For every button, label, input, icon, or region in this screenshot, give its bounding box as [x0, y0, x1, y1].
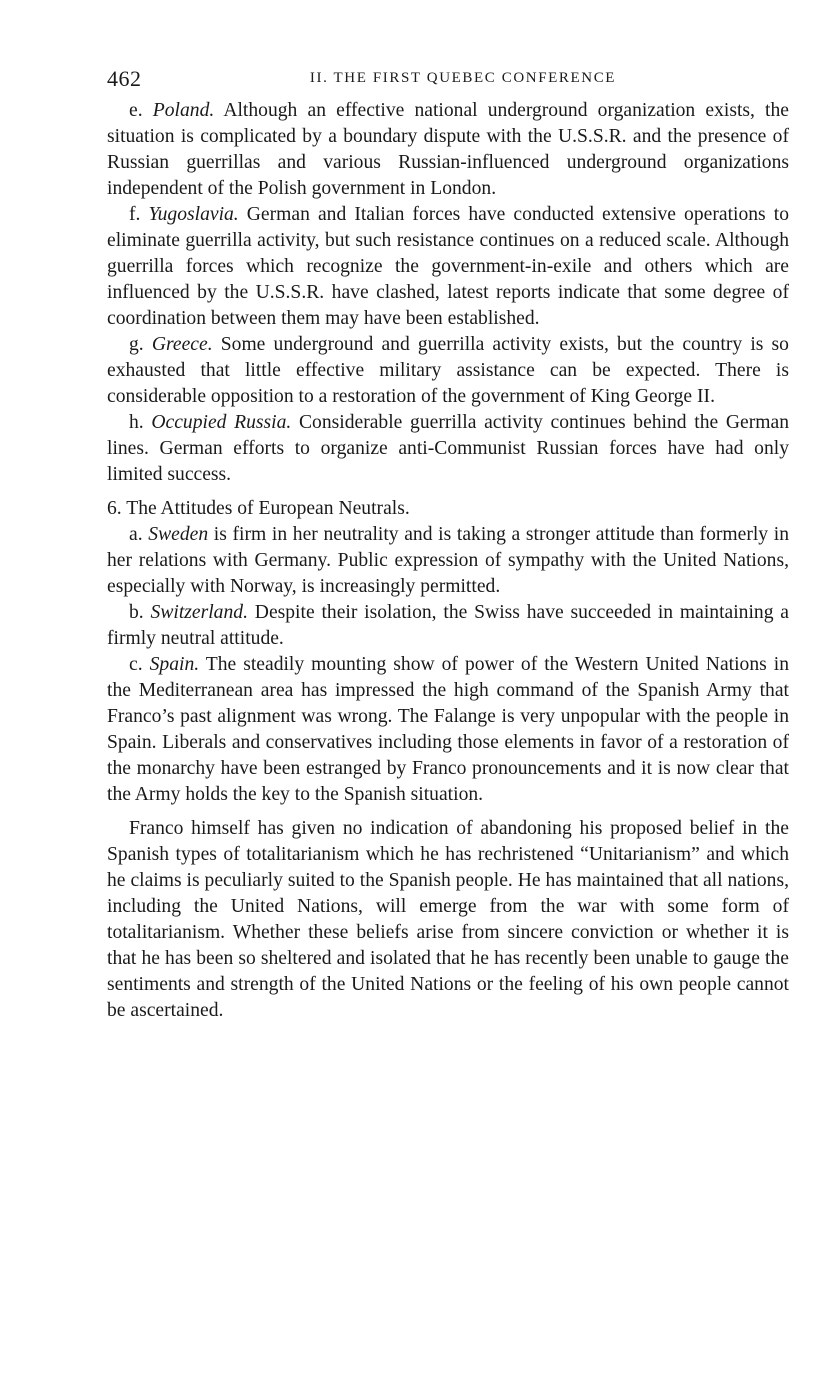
item-label: h. — [129, 412, 144, 433]
item-text: is firm in her neutrality and is taking a stronger attitude than formerly in her relations with Germany. Public expression of sympathy with the United Nations, especially with Norway, is increasingly permitted. — [107, 524, 790, 597]
item-name: Occupied Russia. — [151, 412, 292, 433]
body-text — [107, 98, 789, 1024]
item-text: Considerable guerrilla activity continues behind the German lines. German efforts to organize anti-Communist Russian forces have had only limited success. — [107, 412, 789, 485]
item-text: Some underground and guerrilla activity exists, but the country is so exhausted that little effective military assistance can be expected. There is considerable opposition to a restoration of the government of King George II. — [107, 334, 789, 407]
item-text: German and Italian forces have conducted extensive operations to eliminate guerrilla activity, but such resistance continues on a reduced scale. Although guerrilla forces which recognize the government-in-exile and others which are influenced by the U.S.S.R. have clashed, latest reports indicate that some degree of coordination between them may have been established. — [107, 204, 789, 329]
item-name: Yugoslavia. — [148, 204, 239, 225]
item-text: The steadily mounting show of power of the Western United Nations in the Mediterranean area has impressed the high command of the Spanish Army that Franco’s past alignment was wrong. The Falange is very unpopular with the people in Spain. Liberals and conservatives including those elements in favor of a restoration of the monarchy have been estranged by Franco pronouncements and it is now clear that the Army holds the key to the Spanish situation. — [107, 654, 789, 805]
paragraph-poland — [107, 98, 789, 202]
item-name: Spain. — [149, 654, 200, 675]
paragraph-greece — [107, 332, 789, 410]
item-name: Greece. — [151, 334, 213, 355]
running-head: II. THE FIRST QUEBEC CONFERENCE — [309, 70, 617, 86]
paragraph-occupied-russia — [107, 410, 789, 488]
paragraph-spain — [107, 652, 789, 808]
page-header — [107, 62, 789, 98]
item-name: Switzerland. — [150, 602, 248, 623]
paragraph-switzerland — [107, 600, 789, 652]
page-number: 462 — [107, 66, 142, 91]
item-text: Although an effective national underground organization exists, the situation is complicated by a boundary dispute with the U.S.S.R. and the presence of Russian guerrillas and various Russian-influenced underground organizations independent of the Polish government in London. — [107, 100, 789, 199]
item-name: Sweden — [148, 524, 209, 545]
item-name: Poland. — [152, 100, 215, 121]
section-heading: 6. The Attitudes of European Neutrals. — [107, 498, 410, 519]
paragraph-yugoslavia — [107, 202, 789, 332]
item-label: c. — [129, 654, 143, 675]
item-label: b. — [129, 602, 144, 623]
document-page — [107, 62, 789, 1024]
item-label: g. — [129, 334, 144, 355]
item-label: e. — [129, 100, 143, 121]
item-label: a. — [129, 524, 143, 545]
paragraph-franco: Franco himself has given no indication of abandoning his proposed belief in the Spanish types of totalitarianism which he has rechristened “Unitarianism” and which he claims is peculiarly suited to the Spanish people. He has maintained that all nations, including the United Nations, will emerge from the war with some form of totalitarianism. Whether these beliefs arise from sincere conviction or whether it is that he has been so sheltered and isolated that he has recently been unable to gauge the sentiments and strength of the United Nations or the feeling of his own people cannot be ascertained. — [107, 818, 789, 1021]
paragraph-sweden — [107, 522, 789, 600]
item-label: f. — [129, 204, 141, 225]
item-text: Despite their isolation, the Swiss have succeeded in maintaining a firmly neutral attitude. — [107, 602, 790, 649]
